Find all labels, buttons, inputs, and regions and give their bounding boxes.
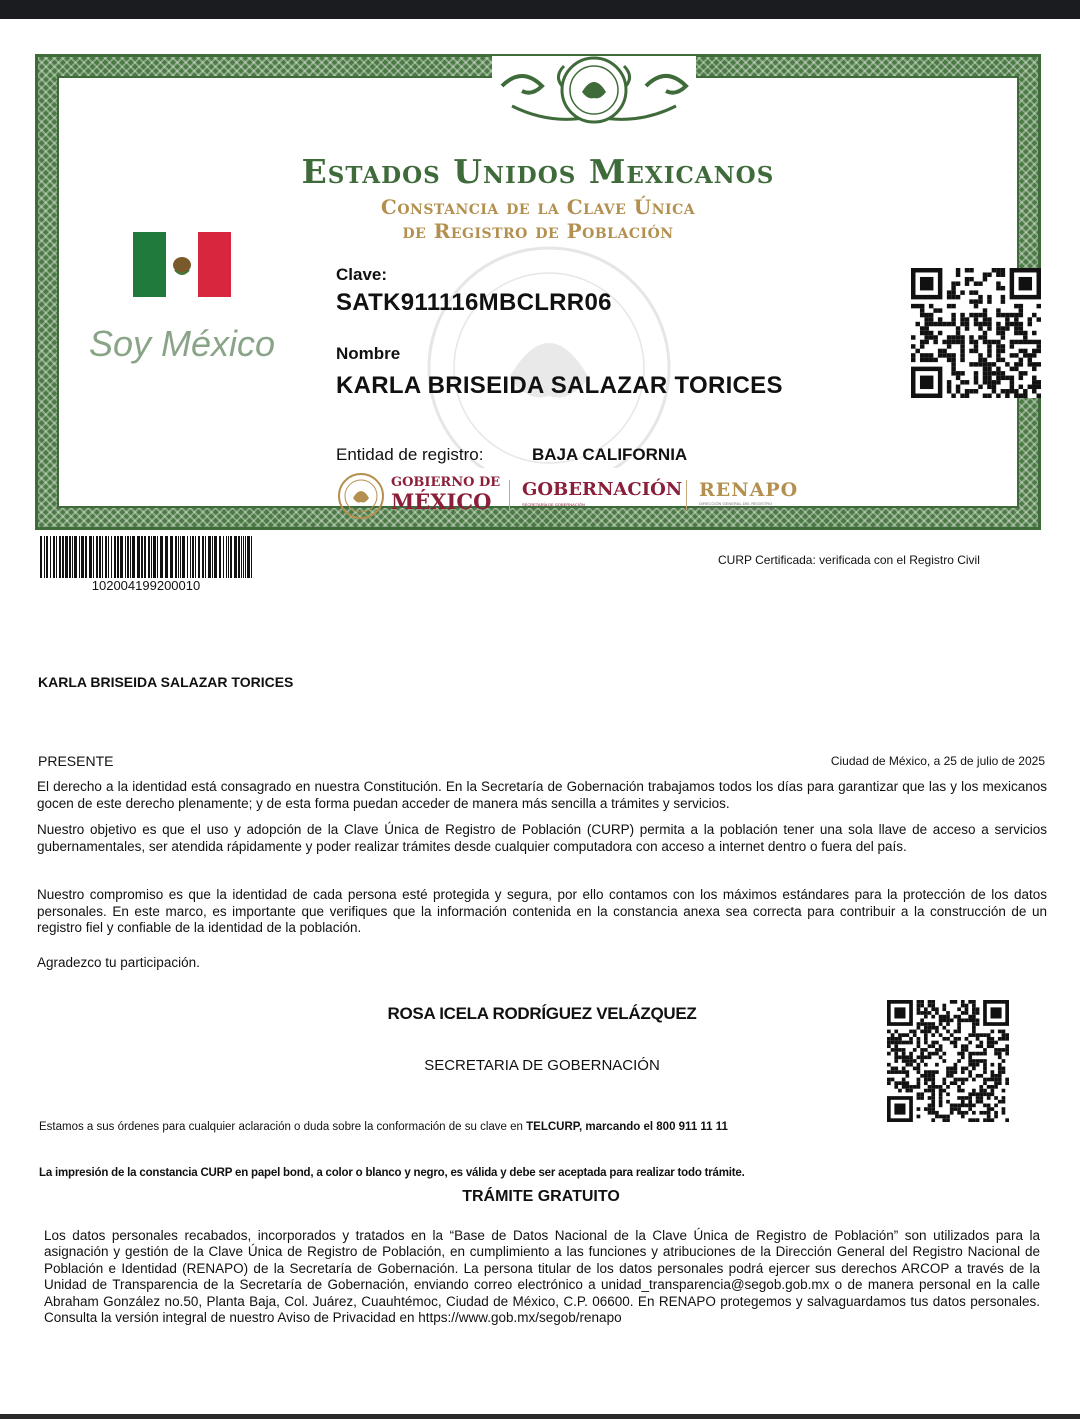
clave-label: Clave: xyxy=(336,265,388,284)
letter-paragraph-2: Nuestro objetivo es que el uso y adopción de la Clave Única de Registro de Población (CURP) permita a la población tener una sola llave de acceso a servicios gubernamentales, ser atendida rápidamente y poder realizar trámites desde cualquier computadora con acceso a internet dentro o fuera del país. xyxy=(37,822,1047,854)
nombre-value: KARLA BRISEIDA SALAZAR TORICES xyxy=(336,372,783,399)
contact-text: Estamos a sus órdenes para cualquier aclaración o duda sobre la conformación de su clave en xyxy=(39,1121,527,1133)
logo-gobierno-line1: GOBIERNO DE xyxy=(391,475,501,490)
gobernacion-logo: GOBERNACIÓN xyxy=(522,479,683,500)
qr-code-icon xyxy=(887,1000,1009,1122)
bottom-line xyxy=(0,1414,1080,1419)
nombre-label: Nombre xyxy=(336,344,401,363)
eagle-seal-icon xyxy=(399,228,699,468)
soy-mexico-slogan: Soy México xyxy=(89,323,276,364)
letter-date: Ciudad de México, a 25 de julio de 2025 xyxy=(830,754,1045,768)
logo-separator xyxy=(686,480,687,510)
gobernacion-logo-sub: SECRETARÍA DE GOBERNACIÓN xyxy=(522,502,585,507)
certificate-subtitle-2: de Registro de Población xyxy=(402,219,674,243)
recipient-name: KARLA BRISEIDA SALAZAR TORICES xyxy=(38,674,294,690)
contact-line xyxy=(39,1121,728,1133)
certificate-body xyxy=(57,76,1019,514)
barcode-number: 102004199200010 xyxy=(91,578,201,593)
impresion-notice: La impresión de la constancia CURP en papel bond, a color o blanco y negro, es válida y debe ser aceptada para realizar todo trámite. xyxy=(39,1167,745,1179)
gobierno-seal-icon xyxy=(337,472,385,520)
presente-label: PRESENTE xyxy=(38,753,114,769)
tramite-gratuito: TRÁMITE GRATUITO xyxy=(462,1188,620,1205)
telcurp-phone: TELCURP, marcando el 800 911 11 11 xyxy=(526,1121,728,1133)
entidad-label: Entidad de registro: xyxy=(336,445,484,464)
letter-paragraph-3: Nuestro compromiso es que la identidad de cada persona esté protegida y segura, por ello contamos con los máximos estándares para la protección de los datos personales. En este marco, es importante que verifiques que la información contenida en la constancia anexa sea correcta para contribuir a la construcción de un registro fiel y confiable de la identidad de la población. xyxy=(37,887,1047,935)
renapo-logo: RENAPO xyxy=(699,479,799,501)
barcode-icon xyxy=(40,536,252,578)
qr-code-icon xyxy=(911,268,1041,398)
letter-paragraph-4: Agradezco tu participación. xyxy=(37,955,200,970)
certificate-subtitle-1: Constancia de la Clave Única xyxy=(380,195,696,219)
logo-separator xyxy=(509,480,510,510)
gobierno-de-mexico-logo xyxy=(391,476,500,512)
top-bar xyxy=(0,0,1080,19)
curp-certificada-note: CURP Certificada: verificada con el Registro Civil xyxy=(718,553,980,567)
renapo-logo-sub: DIRECCIÓN GENERAL DEL REGISTRO NACIONAL DE POBLACIÓN E IDENTIDAD xyxy=(699,501,777,511)
signer-title: SECRETARIA DE GOBERNACIÓN xyxy=(424,1057,660,1074)
clave-value: SATK911116MBCLRR06 xyxy=(336,289,612,316)
mexico-flag-icon xyxy=(133,232,231,297)
certificate-title: Estados Unidos Mexicanos xyxy=(301,152,775,191)
entidad-value: BAJA CALIFORNIA xyxy=(532,445,688,464)
letter-paragraph-1: El derecho a la identidad está consagrado en nuestra Constitución. En la Secretaría de Gobernación trabajamos todos los días para garantizar que las y los mexicanos gocen de este derecho plenamente; y de esta forma puedan acceder de manera más sencilla a trámites y servicios. xyxy=(37,779,1047,811)
signer-name: ROSA ICELA RODRÍGUEZ VELÁZQUEZ xyxy=(387,1004,697,1023)
government-logos xyxy=(337,472,817,522)
logo-gobierno-line2: MÉXICO xyxy=(391,489,492,514)
national-seal-icon xyxy=(492,56,696,130)
curp-certificate xyxy=(35,54,1041,530)
privacy-notice: Los datos personales recabados, incorporados y tratados en la “Base de Datos Nacional de la Clave Única de Registro de Población” son utilizados para la asignación y gestión de la Clave Única de Registro de Población, en cumplimiento a las funciones y atribuciones de la Dirección General del Registro Nacional de Población e Identidad (RENAPO) de la Secretaría de Gobernación. La persona titular de los datos personales podrá ejercer sus derechos ARCOP a través de la Unidad de Transparencia de la Secretaría de Gobernación, enviando correo electrónico a unidad_transparencia@segob.gob.mx o de manera personal en la calle Abraham González no.50, Planta Baja, Col. Juárez, Cuauhtémoc, Ciudad de México, C.P. 06600. En RENAPO protegemos y salvaguardamos tus datos personales. Consulta la versión integral de nuestro Aviso de Privacidad en https://www.gob.mx/segob/renapo xyxy=(44,1228,1040,1326)
